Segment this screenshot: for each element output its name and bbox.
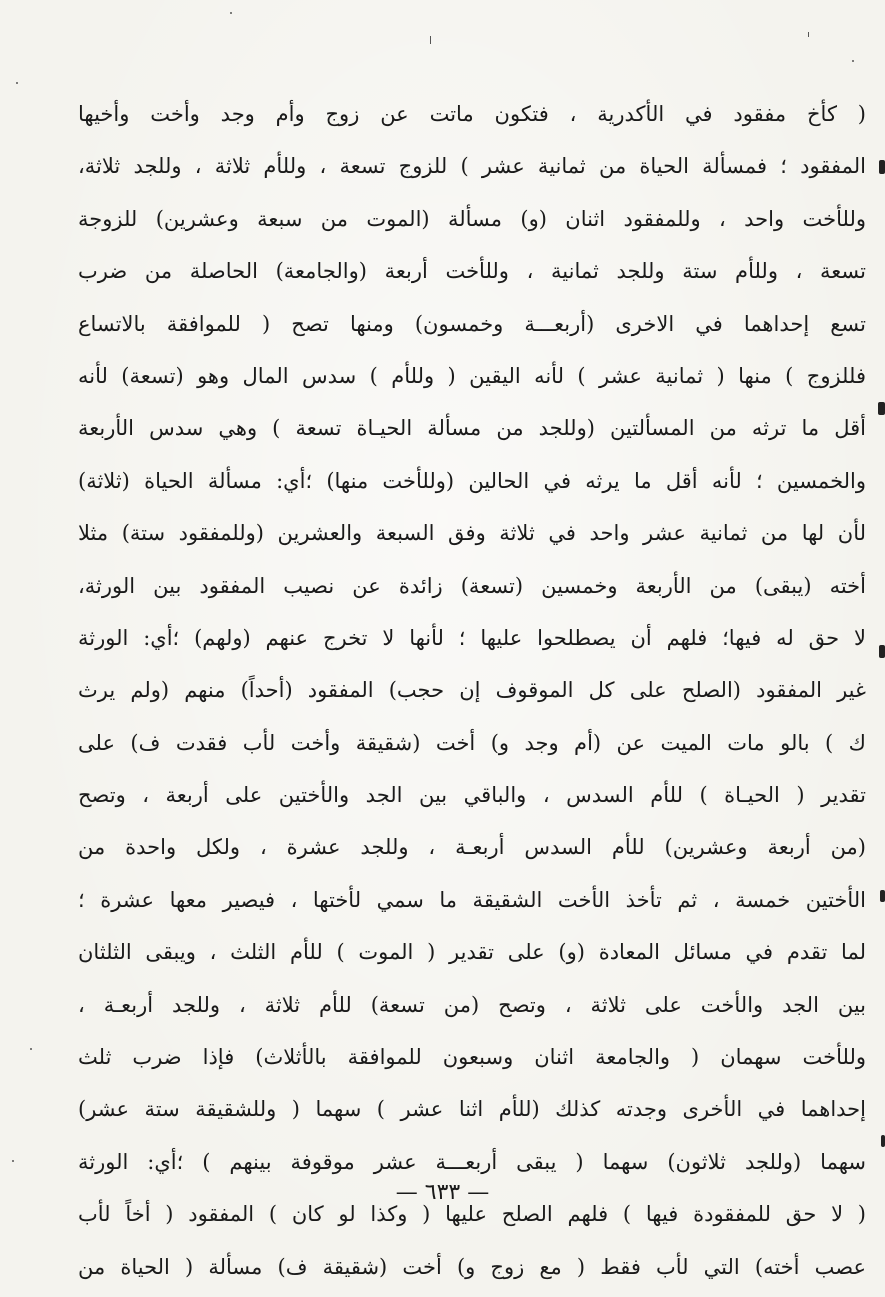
text-line: لما تقدم في مسائل المعادة (و) على تقدير ( الموت ) للأم الثلث ، ويبقى الثلثان: [78, 940, 866, 965]
binding-mark: [878, 402, 885, 415]
text-line: تسع إحداهما في الاخرى (أربعـــة وخمسون) ومنها تصح ( للموافقة بالاتساع: [78, 311, 866, 336]
scan-speck: [852, 60, 854, 62]
text-line: تسعة ، وللأم ستة وللجد ثمانية ، وللأخت أربعة (والجامعة) الحاصلة من ضرب: [78, 259, 866, 284]
text-line: (من أربعة وعشرين) للأم السدس أربعـة ، وللجد عشرة ، ولكل واحدة من: [78, 835, 866, 860]
binding-mark: [879, 645, 885, 658]
text-line: المفقود ؛ فمسألة الحياة من ثمانية عشر ) للزوج تسعة ، وللأم ثلاثة ، وللجد ثلاثة،: [78, 154, 866, 179]
text-line: إحداهما في الأخرى وجدته كذلك (للأم اثنا عشر ) سهما ( وللشقيقة ستة عشر): [78, 1097, 866, 1122]
text-line: ( كأخ مفقود في الأكدرية ، فتكون ماتت عن زوج وأم وجد وأخت وأخيها: [78, 102, 866, 126]
binding-mark: [880, 890, 885, 902]
text-line: وللأخت سهمان ( والجامعة اثنان وسبعون للموافقة بالأثلاث) فإذا ضرب ثلث: [78, 1045, 866, 1070]
text-line: غير المفقود (الصلح على كل الموقوف إن حجب) المفقود (أحداً) منهم (ولم يرث: [78, 678, 866, 703]
scan-speck: [12, 1160, 14, 1162]
text-line: لا حق له فيها؛ فلهم أن يصطلحوا عليها ؛ لأنها لا تخرج عنهم (ولهم) ؛أي: الورثة: [78, 625, 866, 650]
page-number: — ٦٣٣ —: [395, 1180, 490, 1205]
scan-speck: [808, 32, 809, 37]
text-line: لأن لها من ثمانية عشر واحد في ثلاثة وفق السبعة والعشرين (وللمفقود ستة) مثلا: [78, 521, 866, 546]
text-line: سهما (وللجد ثلاثون) سهما ( يبقى أربعـــة عشر موقوفة بينهم ) ؛أي: الورثة: [78, 1149, 866, 1174]
text-line: بين الجد والأخت على ثلاثة ، وتصح (من تسعة) للأم ثلاثة ، وللجد أربعـة ،: [78, 992, 866, 1017]
text-line: أخته (يبقى) من الأربعة وخمسين (تسعة) زائدة عن نصيب المفقود بين الورثة،: [78, 573, 866, 598]
text-line: عصب أخته) التي لأب فقط ( مع زوج و) أخت (شقيقة ف) مسألة ( الحياة من: [78, 1254, 866, 1279]
text-line: والخمسين ؛ لأنه أقل ما يرثه في الحالين (وللأخت منها) ؛أي: مسألة الحياة (ثلاثة): [78, 468, 866, 493]
scan-speck: [230, 12, 232, 14]
text-line: ( لا حق للمفقودة فيها ) فلهم الصلح عليها ( وكذا لو كان ) المفقود ( أخاً لأب: [78, 1202, 866, 1227]
scan-speck: [16, 82, 18, 84]
text-line: وللأخت واحد ، وللمفقود اثنان (و) مسألة (الموت من سبعة وعشرين) للزوجة: [78, 206, 866, 231]
scan-speck: [430, 36, 431, 44]
binding-mark: [881, 1135, 885, 1147]
body-text: [78, 88, 866, 1293]
text-line: ك ) بالو مات الميت عن (أم وجد و) أخت (شقيقة وأخت لأب فقدت ف) على: [78, 730, 866, 755]
scan-speck: [30, 1048, 32, 1050]
binding-mark: [879, 160, 885, 174]
text-line: فللزوج ) منها ( ثمانية عشر ) لأنه اليقين ( وللأم ) سدس المال وهو (تسعة) لأنه: [78, 363, 866, 388]
text-line: أقل ما ترثه من المسألتين (وللجد من مسألة الحيـاة تسعة ) وهي سدس الأربعة: [78, 416, 866, 441]
text-line: الأختين خمسة ، ثم تأخذ الأخت الشقيقة ما سمي لأختها ، فيصير معها عشرة ؛: [78, 887, 866, 912]
text-line: تقدير ( الحيـاة ) للأم السدس ، والباقي بين الجد والأختين على أربعة ، وتصح: [78, 783, 866, 808]
